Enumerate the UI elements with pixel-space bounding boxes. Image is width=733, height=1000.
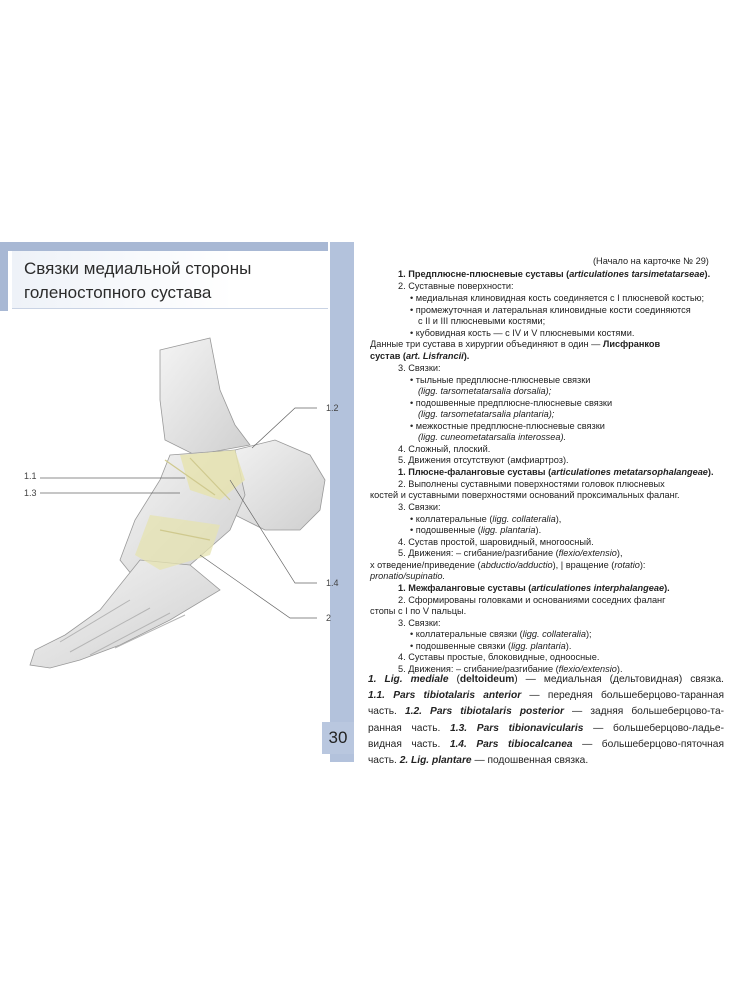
legend-line-6: часть. 2. Lig. plantare — подошвенная связка. xyxy=(368,755,589,767)
legend-line-1: 1. Lig. mediale (deltoideum) — медиальная (дельтовидная) связка. xyxy=(368,674,724,685)
section-1-note: Данные три сустава в хирургии объединяют в один — Лисфранков xyxy=(370,339,661,349)
continuation-note: (Начало на карточке № 29) xyxy=(593,256,709,266)
section-1-item-4: 4. Сложный, плоский. xyxy=(398,444,491,454)
section-3-title: 1. Межфаланговые суставы (articulationes interphalangeae). xyxy=(398,583,670,593)
tibia-bone xyxy=(160,338,250,455)
card-left-bar xyxy=(0,251,8,311)
label-2: 2 xyxy=(326,613,332,623)
label-1-4: 1.4 xyxy=(326,578,339,588)
page-number: 30 xyxy=(322,722,354,754)
section-3-item-2-cont: стопы с I по V пальцы. xyxy=(370,606,467,616)
figure-legend xyxy=(368,672,724,769)
section-1-item-3b: • подошвенные предплюсне-плюсневые связки xyxy=(410,398,613,408)
card-title-line-1: Связки медиальной стороны xyxy=(24,259,252,278)
card-title-box xyxy=(12,251,328,309)
leader-2 xyxy=(200,555,317,618)
section-2-item-5-cont-2: pronatio/supinatio. xyxy=(370,571,446,581)
section-2-item-3a: • коллатеральные (ligg. collateralia), xyxy=(410,514,562,524)
section-1-title: 1. Предплюсне-плюсневые суставы (articulationes tarsimetatarseae). xyxy=(398,269,711,279)
section-1-note-cont: сустав (art. Lisfrancii). xyxy=(370,351,470,361)
section-2-item-2: 2. Выполнены суставными поверхностями головок плюсневых xyxy=(398,479,665,489)
label-1-1: 1.1 xyxy=(24,471,37,481)
section-1-item-2a: • медиальная клиновидная кость соединяется с I плюсневой костью; xyxy=(410,293,705,303)
section-1-item-2c: • кубовидная кость — с IV и V плюсневыми костями. xyxy=(410,328,635,338)
section-1-item-2b-cont: с II и III плюсневыми костями; xyxy=(418,316,546,326)
section-1-item-3a: • тыльные предплюсне-плюсневые связки xyxy=(410,375,591,385)
section-2-title: 1. Плюсне-фаланговые суставы (articulationes metatarsophalangeae). xyxy=(398,467,714,477)
legend-line-2: 1.1. Pars tibiotalaris anterior — передняя большеберцово-таранная xyxy=(368,690,724,702)
section-3-item-5: 5. Движения: – сгибание/разгибание (flexio/extensio). xyxy=(398,664,623,674)
card-top-bar xyxy=(0,242,328,251)
section-1-item-3c-latin: (ligg. cuneometatarsalia interossea). xyxy=(418,432,567,442)
section-3-item-3b: • подошвенные связки (ligg. plantaria). xyxy=(410,641,572,651)
section-3-item-2: 2. Сформированы головками и основаниями соседних фаланг xyxy=(398,595,666,605)
section-2-item-5: 5. Движения: – сгибание/разгибание (flexio/extensio), xyxy=(398,548,623,558)
section-2-item-5-cont: х отведение/приведение (abductio/adductio), | вращение (rotatio): xyxy=(370,560,646,570)
legend-line-4: ранная часть. 1.3. Pars tibionavicularis — большеберцово-ладье- xyxy=(368,722,724,734)
label-1-3: 1.3 xyxy=(24,488,37,498)
label-1-2: 1.2 xyxy=(326,403,339,413)
section-1-item-3a-latin: (ligg. tarsometatarsalia dorsalia); xyxy=(418,386,552,396)
legend-line-5: видная часть. 1.4. Pars tibiocalcanea — большеберцово-пяточная xyxy=(368,738,724,750)
card-title-line-2: голеностопного сустава xyxy=(24,283,212,302)
section-3-item-3: 3. Связки: xyxy=(398,618,441,628)
section-2-item-3b: • подошвенные (ligg. plantaria). xyxy=(410,525,542,535)
section-3-item-4: 4. Суставы простые, блоковидные, одноосные. xyxy=(398,652,600,662)
section-2-item-4: 4. Сустав простой, шаровидный, многоосный. xyxy=(398,537,594,547)
section-3-item-3a: • коллатеральные связки (ligg. collateralia); xyxy=(410,629,592,639)
foot-ligament-illustration xyxy=(20,330,350,690)
metatarsal-bones xyxy=(30,560,220,668)
section-1-item-3: 3. Связки: xyxy=(398,363,441,373)
section-2-item-3: 3. Связки: xyxy=(398,502,441,512)
section-1-item-5: 5. Движения отсутствуют (амфиартроз). xyxy=(398,455,569,465)
section-1-item-3c: • межкостные предплюсне-плюсневые связки xyxy=(410,421,605,431)
section-1-item-3b-latin: (ligg. tarsometatarsalia plantaria); xyxy=(418,409,555,419)
plantar-ligament xyxy=(135,515,220,570)
leader-1-2 xyxy=(252,408,317,448)
section-1-item-2: 2. Суставные поверхности: xyxy=(398,281,514,291)
legend-line-3: часть. 1.2. Pars tibiotalaris posterior — задняя большеберцово-та- xyxy=(368,706,725,718)
section-1-item-2b: • промежуточная и латеральная клиновидные кости соединяются xyxy=(410,305,691,315)
section-2-item-2-cont: костей и суставными поверхностями оснований проксимальных фаланг. xyxy=(370,490,680,500)
